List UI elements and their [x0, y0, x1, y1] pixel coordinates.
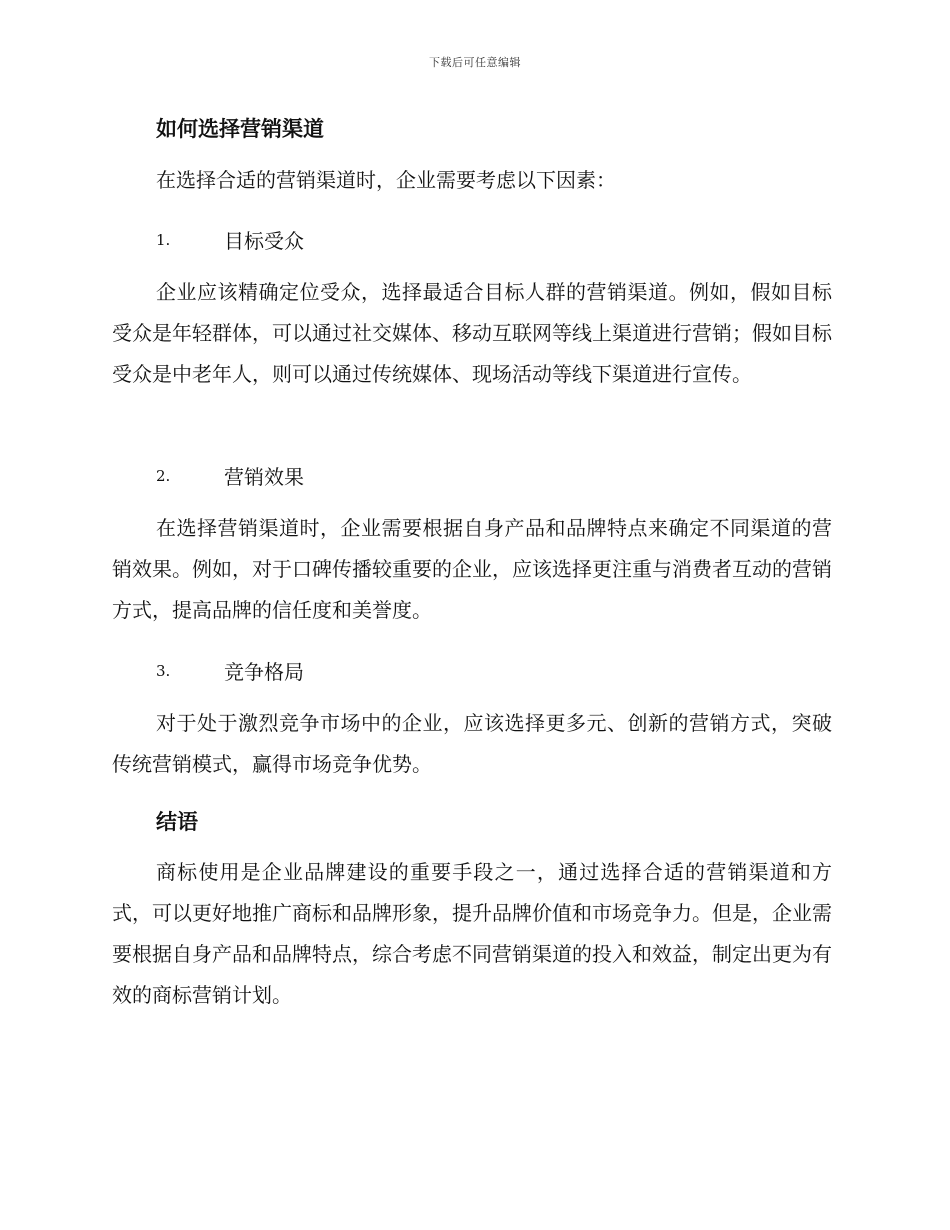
list-title: 目标受众	[224, 229, 304, 253]
page-header-note: 下载后可任意编辑	[429, 56, 521, 69]
list-number: 2.	[156, 466, 171, 485]
conclusion-heading: 结语	[156, 809, 198, 834]
list-item-3	[156, 656, 304, 685]
body-paragraph: 在选择营销渠道时，企业需要根据自身产品和品牌特点来确定不同渠道的营销效果。例如，对于口碑传播较重要的企业，应该选择更注重与消费者互动的营销方式，提高品牌的信任度和美誉度。	[112, 516, 832, 622]
list-item-2	[156, 461, 304, 490]
section-heading: 如何选择营销渠道	[156, 116, 324, 141]
body-paragraph: 对于处于激烈竞争市场中的企业，应该选择更多元、创新的营销方式，突破传统营销模式，赢得市场竞争优势。	[112, 711, 832, 776]
list-item-1	[156, 225, 304, 254]
conclusion-paragraph: 商标使用是企业品牌建设的重要手段之一，通过选择合适的营销渠道和方式，可以更好地推广商标和品牌形象，提升品牌价值和市场竞争力。但是，企业需要根据自身产品和品牌特点，综合考虑不同营销渠道的投入和效益，制定出更为有效的商标营销计划。	[112, 860, 832, 1007]
list-title: 竞争格局	[224, 660, 304, 684]
intro-paragraph: 在选择合适的营销渠道时，企业需要考虑以下因素：	[156, 168, 616, 192]
list-title: 营销效果	[224, 465, 304, 489]
body-paragraph: 企业应该精确定位受众，选择最适合目标人群的营销渠道。例如，假如目标受众是年轻群体，可以通过社交媒体、移动互联网等线上渠道进行营销；假如目标受众是中老年人，则可以通过传统媒体、现场活动等线下渠道进行宣传。	[112, 280, 832, 386]
list-number: 1.	[156, 230, 171, 249]
list-number: 3.	[156, 661, 171, 680]
